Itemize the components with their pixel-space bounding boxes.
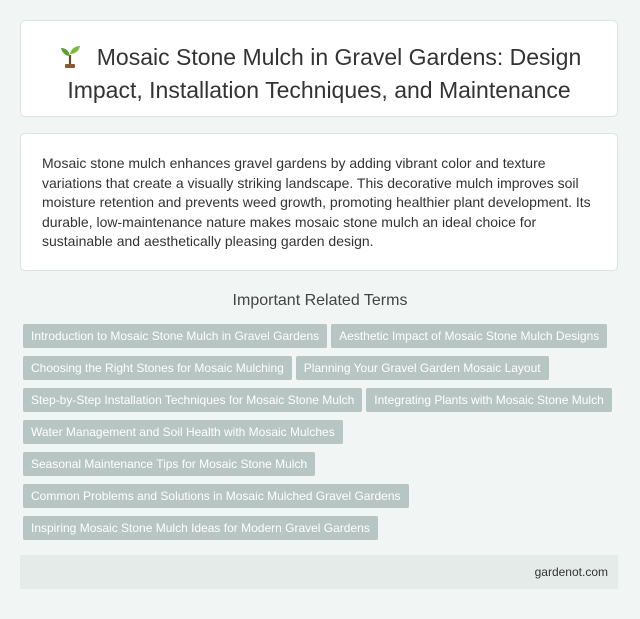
- related-terms-list: [23, 324, 623, 548]
- related-term-tag[interactable]: Water Management and Soil Health with Mosaic Mulches: [23, 420, 343, 444]
- page-title: [21, 43, 617, 105]
- related-term-tag[interactable]: Choosing the Right Stones for Mosaic Mulching: [23, 356, 292, 380]
- related-term-tag[interactable]: Introduction to Mosaic Stone Mulch in Gravel Gardens: [23, 324, 327, 348]
- footer: [20, 555, 618, 589]
- related-term-tag[interactable]: Integrating Plants with Mosaic Stone Mulch: [366, 388, 611, 412]
- title-card: [20, 20, 618, 117]
- related-term-tag[interactable]: Aesthetic Impact of Mosaic Stone Mulch Designs: [331, 324, 607, 348]
- related-term-tag[interactable]: Planning Your Gravel Garden Mosaic Layout: [296, 356, 549, 380]
- intro-paragraph: Mosaic stone mulch enhances gravel gardens by adding vibrant color and texture variations that create a visually striking landscape. This decorative mulch improves soil moisture retention and prevents weed growth, promoting healthier plant development. Its durable, low-maintenance nature makes mosaic stone mulch an ideal choice for sustainable and aesthetically pleasing garden design.: [42, 155, 591, 250]
- intro-card: [20, 133, 618, 271]
- related-term-tag[interactable]: Step-by-Step Installation Techniques for Mosaic Stone Mulch: [23, 388, 362, 412]
- related-term-tag[interactable]: Seasonal Maintenance Tips for Mosaic Stone Mulch: [23, 452, 315, 476]
- title-line-2: Impact, Installation Techniques, and Maintenance: [67, 77, 571, 103]
- related-terms-heading: Important Related Terms: [232, 292, 408, 309]
- related-term-tag[interactable]: Inspiring Mosaic Stone Mulch Ideas for Modern Gravel Gardens: [23, 516, 378, 540]
- footer-site-link[interactable]: gardenot.com: [534, 565, 608, 579]
- related-term-tag[interactable]: Common Problems and Solutions in Mosaic Mulched Gravel Gardens: [23, 484, 409, 508]
- sprout-icon: [57, 43, 83, 76]
- title-line-1: Mosaic Stone Mulch in Gravel Gardens: Design: [96, 44, 582, 70]
